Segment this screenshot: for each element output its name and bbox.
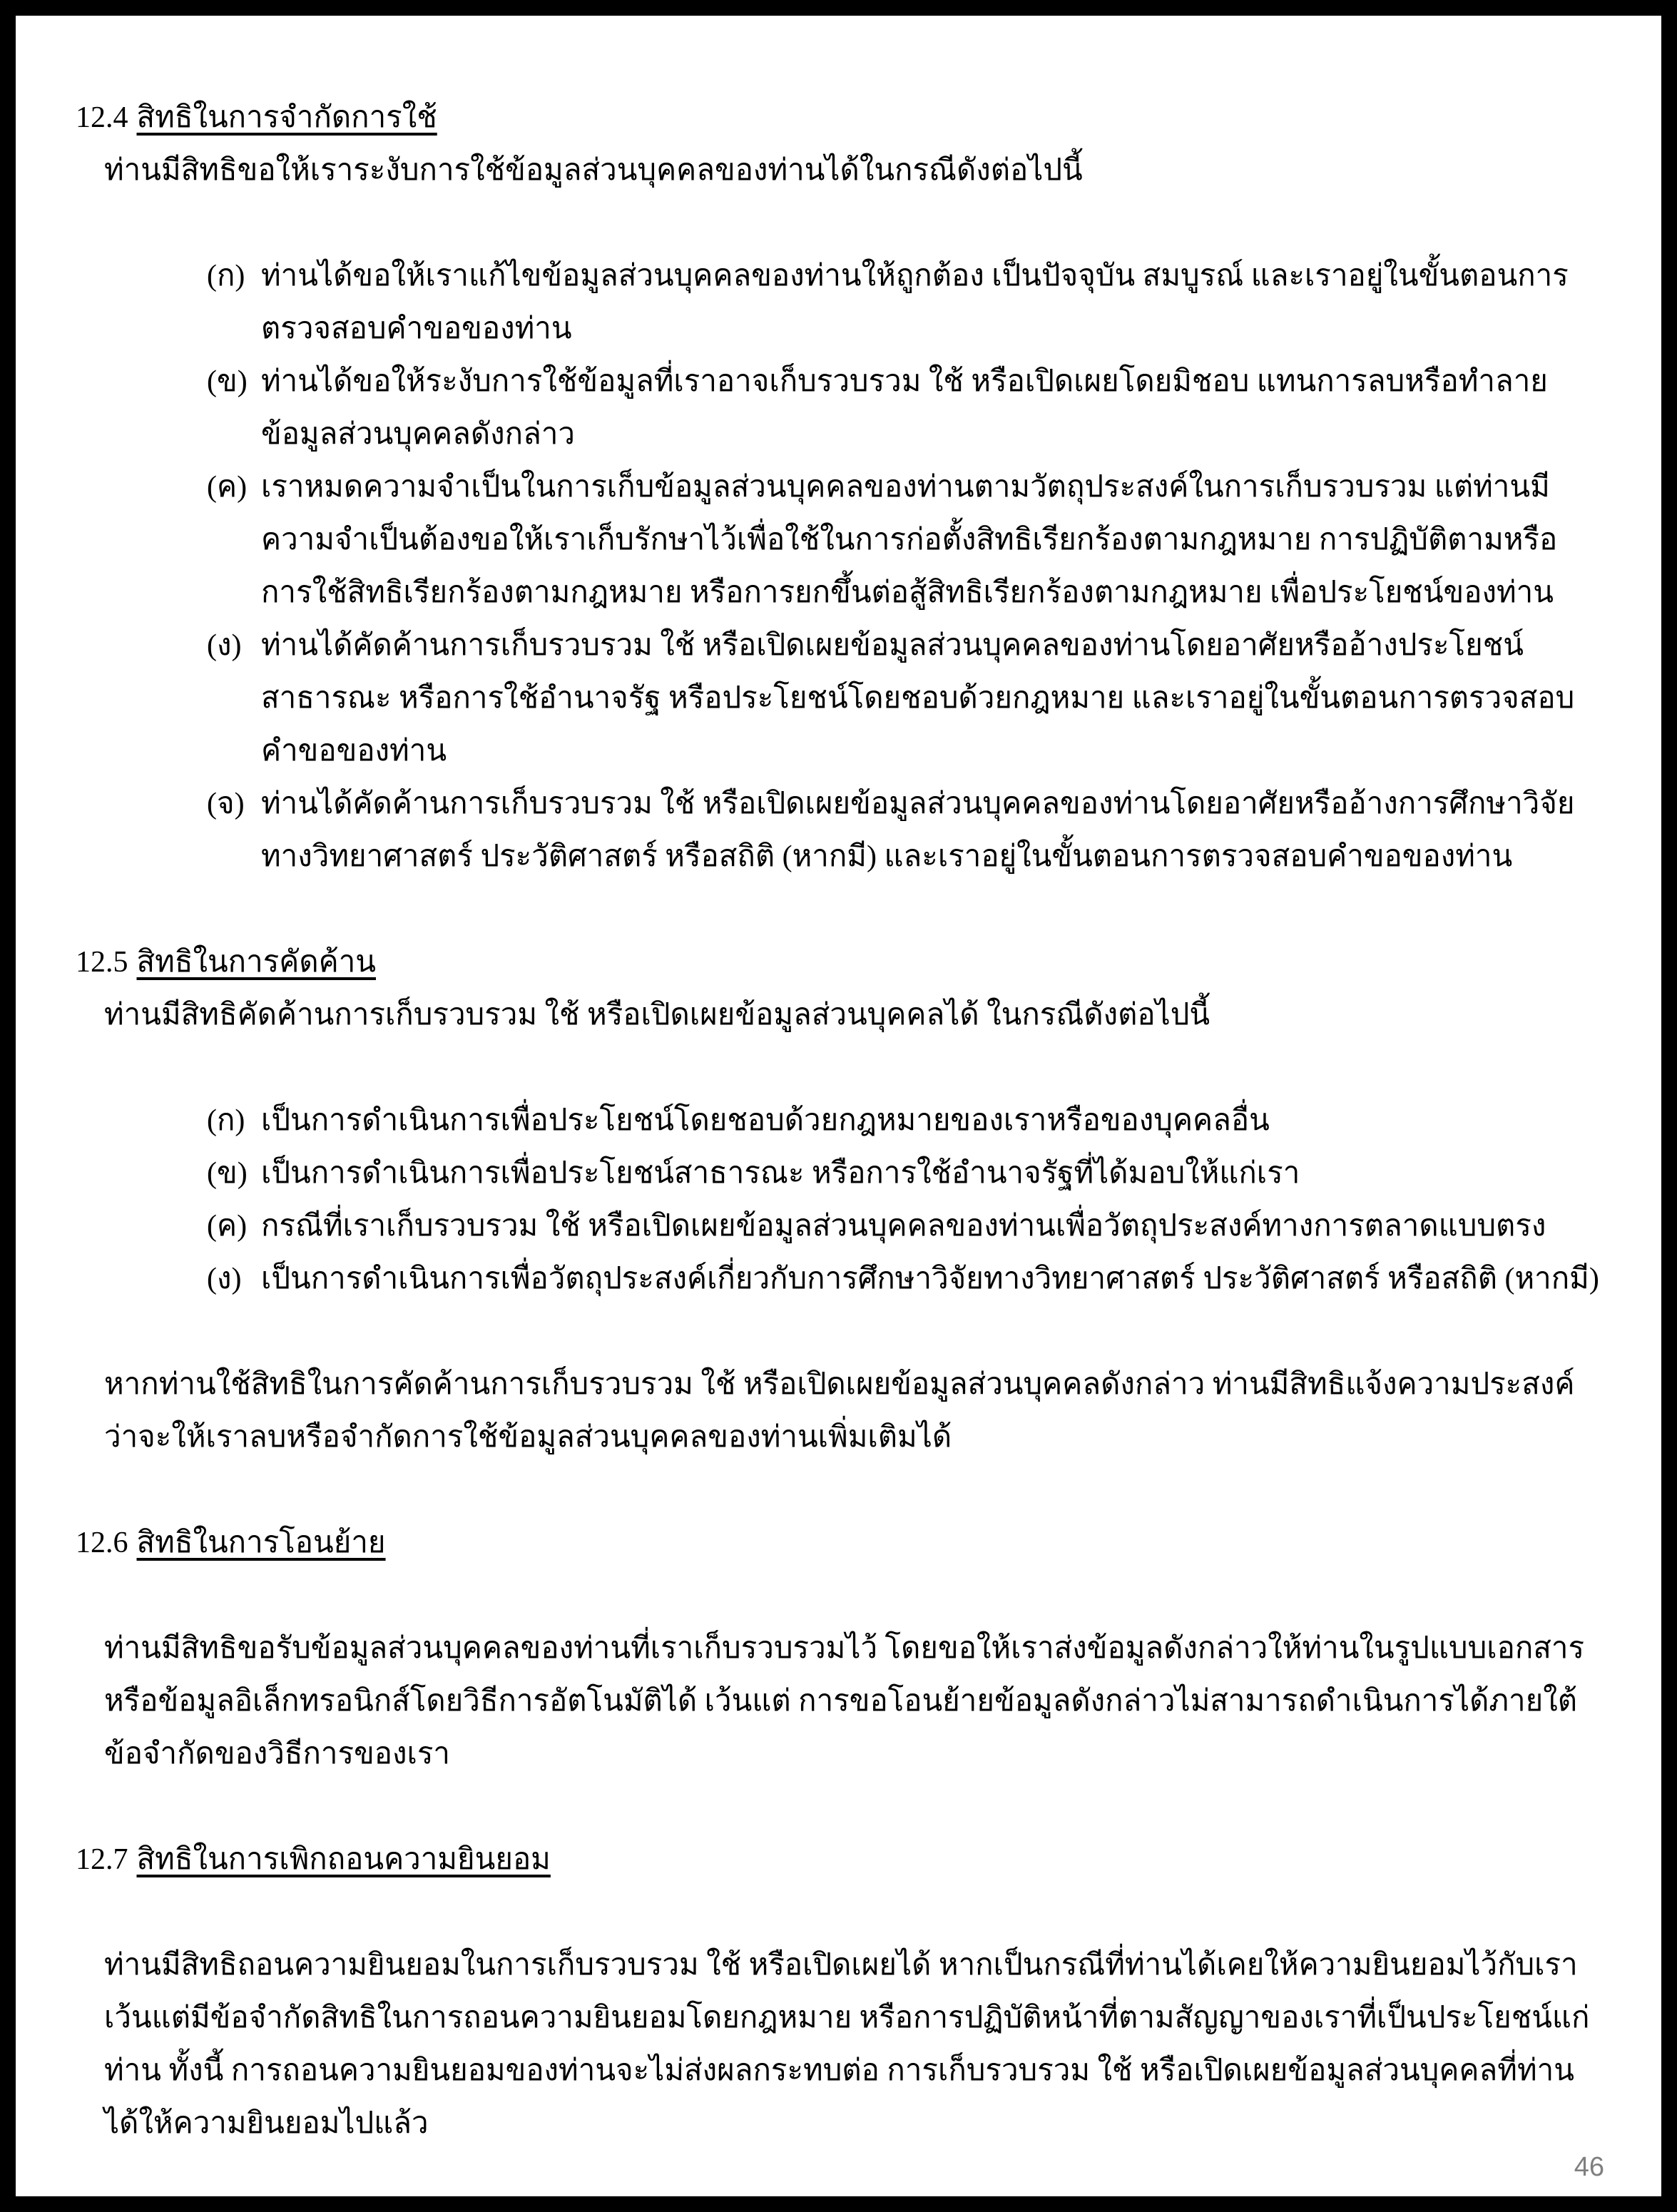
item-text: กรณีที่เราเก็บรวบรวม ใช้ หรือเปิดเผยข้อมูลส่วนบุคคลของท่านเพื่อวัตถุประสงค์ทางการตลาดแบบตรง — [261, 1210, 1546, 1243]
spacer — [76, 1464, 1600, 1517]
item-text: ท่านได้ขอให้เราแก้ไขข้อมูลส่วนบุคคลของท่านให้ถูกต้อง เป็นปัจจุบัน สมบูรณ์ และเราอยู่ในขั้นตอนการตรวจสอบคำขอของท่าน — [261, 260, 1569, 345]
item-marker: (ค) — [207, 1210, 248, 1243]
item-marker: (ข) — [207, 1157, 248, 1190]
item-text: ท่านได้ขอให้ระงับการใช้ข้อมูลที่เราอาจเก็บรวบรวม ใช้ หรือเปิดเผยโดยมิชอบ แทนการลบหรือทำลายข้อมูลส่วนบุคคลดังกล่าว — [261, 365, 1548, 451]
list-item — [207, 355, 1600, 461]
section-title: สิทธิในการเพิกถอนความยินยอม — [136, 1843, 551, 1876]
section-body: ท่านมีสิทธิถอนความยินยอมในการเก็บรวบรวม ใช้ หรือเปิดเผยได้ หากเป็นกรณีที่ท่านได้เคยให้ความยินยอมไว้กับเรา เว้นแต่มีข้อจำกัดสิทธิในการถอนความยินยอมโดยกฎหมาย หรือการปฏิบัติหน้าที่ตามสัญญาของเราที่เป็นประโยชน์แก่ท่าน ทั้งนี้ การถอนความยินยอมของท่านจะไม่ส่งผลกระทบต่อ การเก็บรวบรวม ใช้ หรือเปิดเผยข้อมูลส่วนบุคคลที่ท่านได้ให้ความยินยอมไปแล้ว — [104, 1949, 1590, 2140]
spacer — [76, 1886, 1600, 1939]
section-title: สิทธิในการคัดค้าน — [136, 946, 377, 979]
spacer — [76, 1305, 1600, 1358]
list-item — [207, 1094, 1600, 1147]
list-item — [207, 250, 1600, 355]
section-number: 12.7 — [76, 1843, 128, 1876]
section-12-5 — [76, 936, 1600, 1464]
section-heading — [76, 1833, 1600, 1886]
section-heading — [76, 91, 1600, 144]
section-heading — [76, 1517, 1600, 1569]
section-12-4 — [76, 91, 1600, 883]
item-marker: (ง) — [207, 629, 242, 662]
list-item — [207, 1200, 1600, 1253]
section-12-7 — [76, 1833, 1600, 2150]
item-text: ท่านได้คัดค้านการเก็บรวบรวม ใช้ หรือเปิดเผยข้อมูลส่วนบุคคลของท่านโดยอาศัยหรืออ้างประโยชน์สาธารณะ หรือการใช้อำนาจรัฐ หรือประโยชน์โดยชอบด้วยกฎหมาย และเราอยู่ในขั้นตอนการตรวจสอบคำขอของท่าน — [261, 629, 1575, 768]
section-number: 12.4 — [76, 101, 128, 134]
spacer — [76, 1041, 1600, 1094]
item-marker: (ข) — [207, 365, 248, 398]
list-item — [207, 1253, 1600, 1305]
item-marker: (ก) — [207, 260, 245, 292]
section-number: 12.6 — [76, 1527, 128, 1559]
item-marker: (ก) — [207, 1104, 245, 1137]
page-number: 46 — [1574, 2152, 1604, 2182]
spacer — [76, 197, 1600, 250]
spacer — [76, 883, 1600, 936]
list-item — [207, 778, 1600, 883]
item-text: เราหมดความจำเป็นในการเก็บข้อมูลส่วนบุคคลของท่านตามวัตถุประสงค์ในการเก็บรวบรวม แต่ท่านมีความจำเป็นต้องขอให้เราเก็บรักษาไว้เพื่อใช้ในการก่อตั้งสิทธิเรียกร้องตามกฎหมาย การปฏิบัติตามหรือการใช้สิทธิเรียกร้องตามกฎหมาย หรือการยกขึ้นต่อสู้สิทธิเรียกร้องตามกฎหมาย เพื่อประโยชน์ของท่าน — [261, 471, 1558, 609]
document-content — [76, 91, 1600, 2150]
item-text: เป็นการดำเนินการเพื่อประโยชน์สาธารณะ หรือการใช้อำนาจรัฐที่ได้มอบให้แก่เรา — [261, 1157, 1300, 1190]
section-outro: หากท่านใช้สิทธิในการคัดค้านการเก็บรวบรวม ใช้ หรือเปิดเผยข้อมูลส่วนบุคคลดังกล่าว ท่านมีสิทธิแจ้งความประสงค์ว่าจะให้เราลบหรือจำกัดการใช้ข้อมูลส่วนบุคคลของท่านเพิ่มเติมได้ — [104, 1368, 1575, 1454]
item-marker: (ง) — [207, 1263, 242, 1295]
section-title: สิทธิในการจำกัดการใช้ — [136, 101, 437, 134]
item-marker: (ค) — [207, 471, 248, 504]
section-12-6 — [76, 1517, 1600, 1780]
spacer — [76, 1780, 1600, 1833]
spacer — [76, 1569, 1600, 1622]
section-intro: ท่านมีสิทธิคัดค้านการเก็บรวบรวม ใช้ หรือเปิดเผยข้อมูลส่วนบุคคลได้ ในกรณีดังต่อไปนี้ — [104, 999, 1210, 1031]
section-number: 12.5 — [76, 946, 128, 979]
item-list — [207, 250, 1600, 883]
list-item — [207, 1147, 1600, 1200]
section-body: ท่านมีสิทธิขอรับข้อมูลส่วนบุคคลของท่านที่เราเก็บรวบรวมไว้ โดยขอให้เราส่งข้อมูลดังกล่าวให้ท่านในรูปแบบเอกสารหรือข้อมูลอิเล็กทรอนิกส์โดยวิธีการอัตโนมัติได้ เว้นแต่ การขอโอนย้ายข้อมูลดังกล่าวไม่สามารถดำเนินการได้ภายใต้ข้อจำกัดของวิธีการของเรา — [104, 1632, 1585, 1770]
list-item — [207, 461, 1600, 619]
item-text: ท่านได้คัดค้านการเก็บรวบรวม ใช้ หรือเปิดเผยข้อมูลส่วนบุคคลของท่านโดยอาศัยหรืออ้างการศึกษาวิจัยทางวิทยาศาสตร์ ประวัติศาสตร์ หรือสถิติ (หากมี) และเราอยู่ในขั้นตอนการตรวจสอบคำขอของท่าน — [261, 788, 1575, 873]
section-intro: ท่านมีสิทธิขอให้เราระงับการใช้ข้อมูลส่วนบุคคลของท่านได้ในกรณีดังต่อไปนี้ — [104, 154, 1083, 187]
list-item — [207, 619, 1600, 778]
section-heading — [76, 936, 1600, 989]
section-title: สิทธิในการโอนย้าย — [136, 1527, 386, 1559]
item-list — [207, 1094, 1600, 1305]
item-text: เป็นการดำเนินการเพื่อประโยชน์โดยชอบด้วยกฎหมายของเราหรือของบุคคลอื่น — [261, 1104, 1270, 1137]
item-marker: (จ) — [207, 788, 245, 820]
item-text: เป็นการดำเนินการเพื่อวัตถุประสงค์เกี่ยวกับการศึกษาวิจัยทางวิทยาศาสตร์ ประวัติศาสตร์ หรือสถิติ (หากมี) — [261, 1263, 1599, 1295]
